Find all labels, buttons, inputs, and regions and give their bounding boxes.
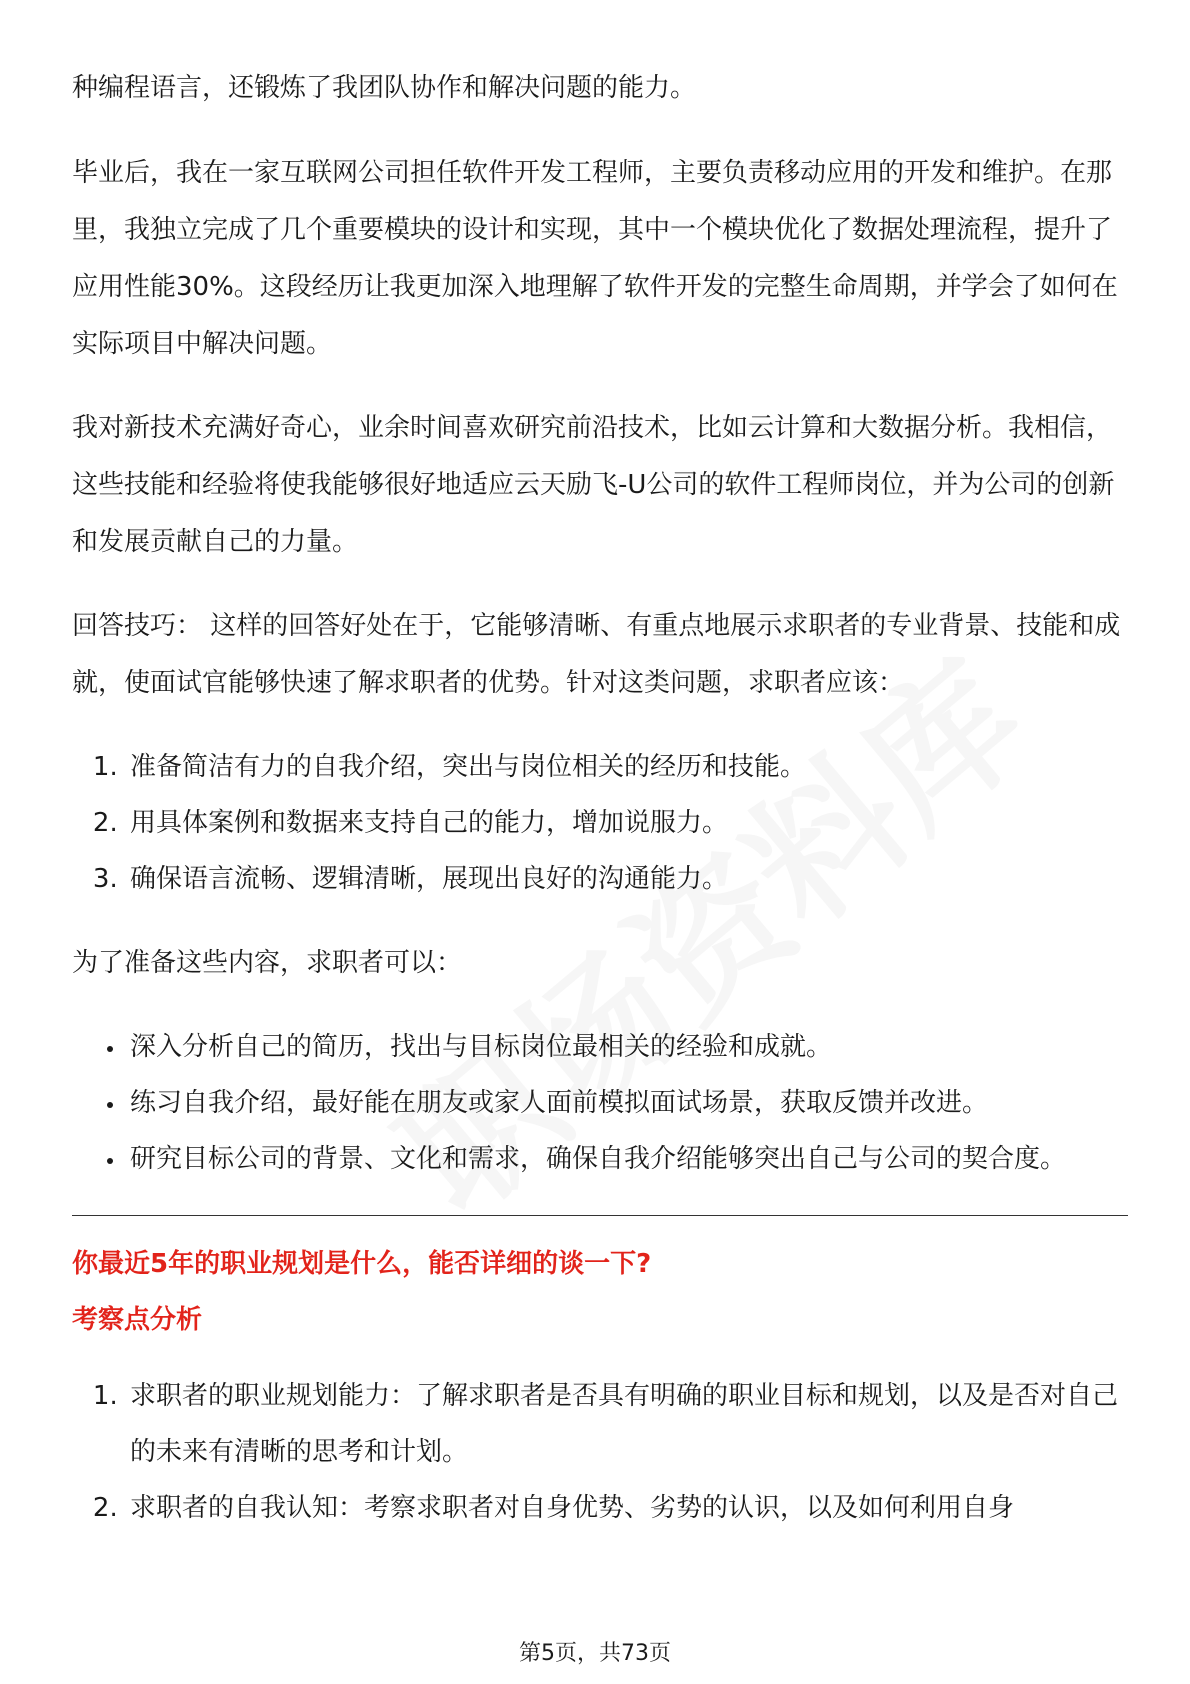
list-item: • 研究目标公司的背景、文化和需求，确保自我介绍能够突出自己与公司的契合度。 [126, 1131, 1128, 1187]
list-item: 2. 用具体案例和数据来支持自己的能力，增加说服力。 [126, 795, 1128, 851]
paragraph-interests: 我对新技术充满好奇心，业余时间喜欢研究前沿技术，比如云计算和大数据分析。我相信，这些技能和经验将使我能够很好地适应云天励飞-U公司的软件工程师岗位，并为公司的创新和发展贡献自己的力量。 [72, 413, 1115, 557]
analysis-list [72, 1368, 1128, 1536]
analysis-heading: 考察点分析 [72, 1305, 203, 1335]
document-page [72, 60, 1128, 1564]
page-footer: 第5页，共73页 [519, 1641, 671, 1666]
list-item: 2. 求职者的自我认知：考察求职者对自身优势、劣势的认识，以及如何利用自身 [126, 1480, 1128, 1536]
paragraph-answer-tips: 回答技巧： 这样的回答好处在于，它能够清晰、有重点地展示求职者的专业背景、技能和成就，使面试官能够快速了解求职者的优势。针对这类问题，求职者应该： [72, 611, 1121, 698]
list-item: • 练习自我介绍，最好能在朋友或家人面前模拟面试场景，获取反馈并改进。 [126, 1075, 1128, 1131]
tips-list [72, 739, 1128, 907]
list-item: 1. 求职者的职业规划能力：了解求职者是否具有明确的职业目标和规划，以及是否对自己的未来有清晰的思考和计划。 [126, 1368, 1128, 1480]
list-item: 1. 准备简洁有力的自我介绍，突出与岗位相关的经历和技能。 [126, 739, 1128, 795]
list-item: • 深入分析自己的简历，找出与目标岗位最相关的经验和成就。 [126, 1019, 1128, 1075]
paragraph-intro-end: 种编程语言，还锻炼了我团队协作和解决问题的能力。 [72, 73, 697, 103]
paragraph-work-experience: 毕业后，我在一家互联网公司担任软件开发工程师，主要负责移动应用的开发和维护。在那里，我独立完成了几个重要模块的设计和实现，其中一个模块优化了数据处理流程，提升了应用性能30%。这段经历让我更加深入地理解了软件开发的完整生命周期，并学会了如何在实际项目中解决问题。 [72, 158, 1118, 359]
list-item: 3. 确保语言流畅、逻辑清晰，展现出良好的沟通能力。 [126, 851, 1128, 907]
paragraph-prep-intro: 为了准备这些内容，求职者可以： [72, 948, 463, 978]
prep-list [72, 1019, 1128, 1187]
question-title: 你最近5年的职业规划是什么，能否详细的谈一下? [72, 1249, 652, 1279]
section-divider [72, 1215, 1128, 1216]
